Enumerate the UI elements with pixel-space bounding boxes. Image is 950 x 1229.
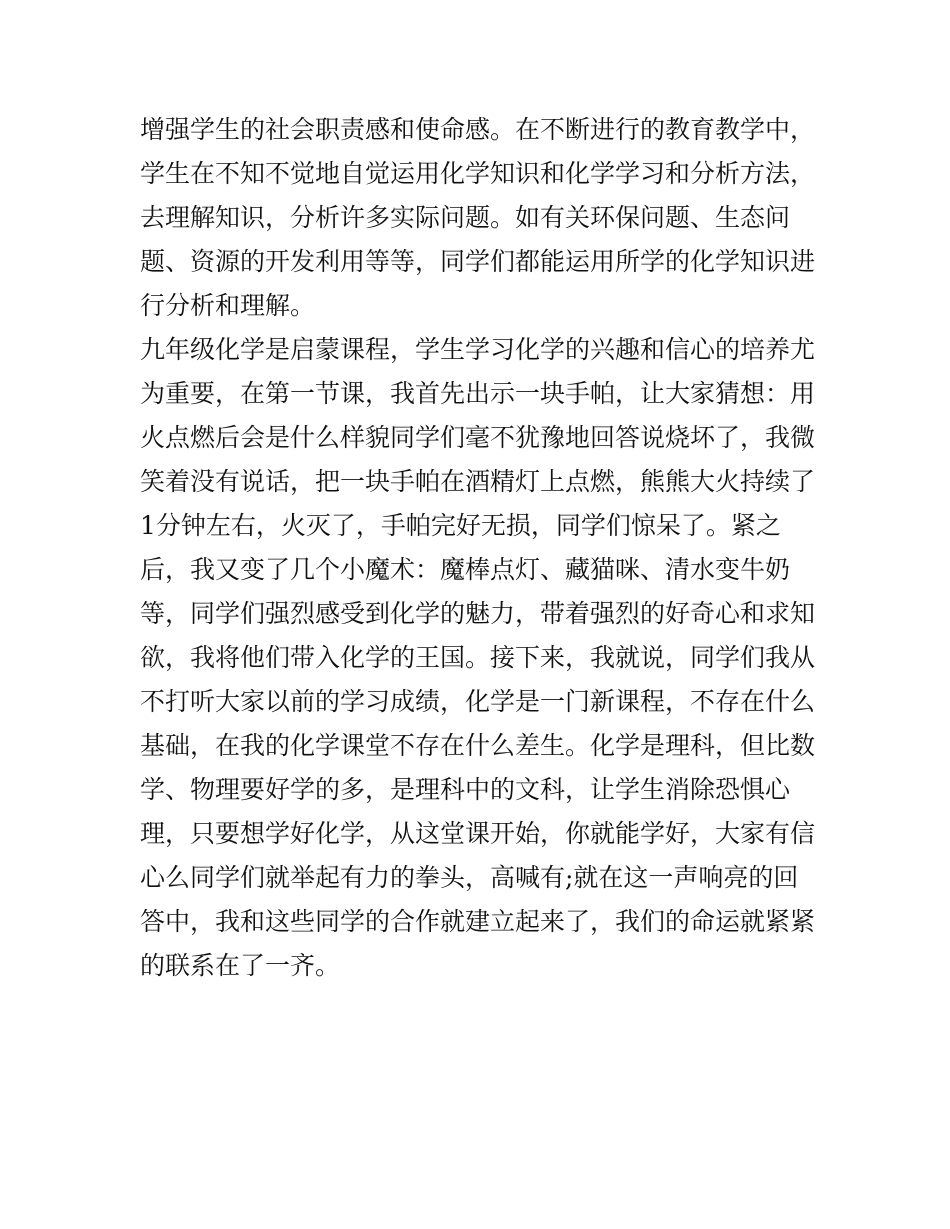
text-line: 不打听大家以前的学习成绩，化学是一门新课程，不存在什么 — [140, 687, 816, 716]
text-line: 1分钟左右，火灭了，手帕完好无损，同学们惊呆了。紧之 — [140, 511, 781, 540]
text-line: 行分析和理解。 — [140, 291, 316, 320]
text-line: 答中，我和这些同学的合作就建立起来了，我们的命运就紧紧 — [140, 907, 816, 936]
document-body — [140, 108, 820, 988]
text-line: 基础，在我的化学课堂不存在什么差生。化学是理科，但比数 — [140, 731, 816, 760]
text-line: 火点燃后会是什么样貌同学们毫不犹豫地回答说烧坏了，我微 — [140, 423, 816, 452]
text-line: 九年级化学是启蒙课程，学生学习化学的兴趣和信心的培养尤 — [140, 335, 816, 364]
text-line: 欲，我将他们带入化学的王国。接下来，我就说，同学们我从 — [140, 643, 816, 672]
text-line: 心么同学们就举起有力的拳头，高喊有;就在这一声响亮的回 — [140, 863, 799, 892]
text-line: 学生在不知不觉地自觉运用化学知识和化学学习和分析方法， — [140, 159, 816, 188]
text-line: 去理解知识，分析许多实际问题。如有关环保问题、生态问 — [140, 203, 791, 232]
text-line: 为重要，在第一节课，我首先出示一块手帕，让大家猜想：用 — [140, 379, 816, 408]
text-line: 笑着没有说话，把一块手帕在酒精灯上点燃，熊熊大火持续了 — [140, 467, 816, 496]
text-line: 后，我又变了几个小魔术：魔棒点灯、藏猫咪、清水变牛奶 — [140, 555, 791, 584]
text-line: 学、物理要好学的多，是理科中的文科，让学生消除恐惧心 — [140, 775, 791, 804]
text-line: 增强学生的社会职责感和使命感。在不断进行的教育教学中， — [140, 115, 816, 144]
text-line: 的联系在了一齐。 — [140, 951, 341, 980]
text-line: 等，同学们强烈感受到化学的魅力，带着强烈的好奇心和求知 — [140, 599, 816, 628]
text-line: 理，只要想学好化学，从这堂课开始，你就能学好，大家有信 — [140, 819, 816, 848]
text-line: 题、资源的开发利用等等，同学们都能运用所学的化学知识进 — [140, 247, 816, 276]
